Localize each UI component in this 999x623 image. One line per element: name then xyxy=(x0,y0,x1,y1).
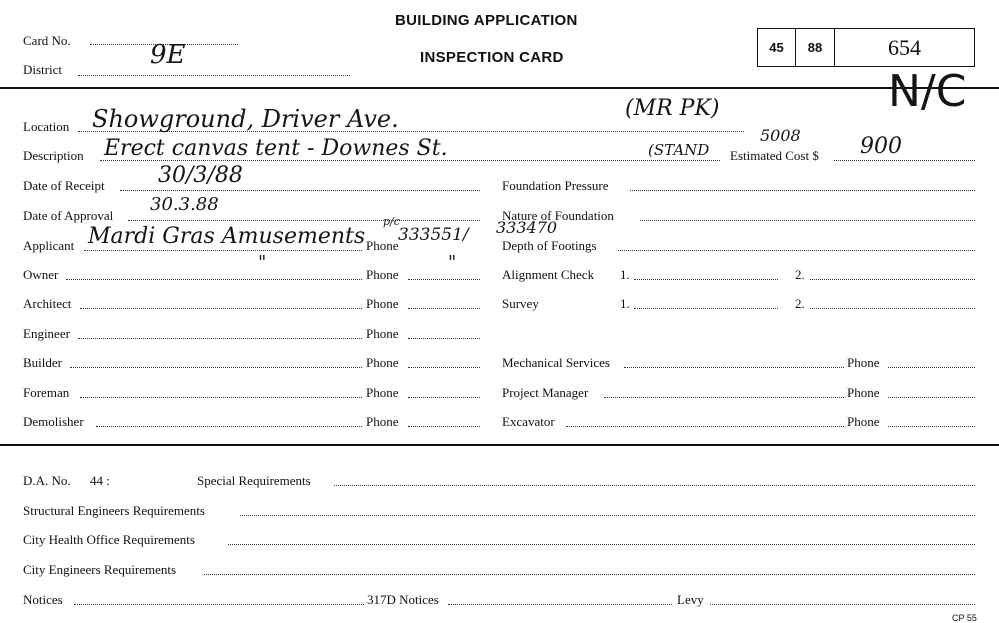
foreman-label: Foreman xyxy=(23,385,70,400)
mechanical-line xyxy=(624,367,844,368)
city-engineers-requirements-label: City Engineers Requirements xyxy=(23,562,177,577)
location-note2: 5008 xyxy=(760,126,801,145)
excavator-phone-line xyxy=(888,426,975,427)
notices-line xyxy=(74,604,364,605)
ref-box-2 xyxy=(795,28,835,67)
location-note: (MR PK) xyxy=(625,96,720,121)
engineer-label: Engineer xyxy=(23,326,70,341)
project-manager-phone-label: Phone xyxy=(847,385,880,400)
project-manager-line xyxy=(604,397,844,398)
foreman-phone-label: Phone xyxy=(366,385,399,400)
excavator-line xyxy=(566,426,844,427)
alignment-1-label: 1. xyxy=(620,267,630,282)
project-manager-label: Project Manager xyxy=(502,385,589,400)
alignment-check-label: Alignment Check xyxy=(502,267,595,282)
applicant-phone-note: p/c xyxy=(383,215,400,228)
ref-box-3 xyxy=(834,28,975,67)
form-title-line1: BUILDING APPLICATION xyxy=(395,12,578,29)
ref-box-1 xyxy=(757,28,796,67)
owner-phone-line xyxy=(408,279,480,280)
nature-of-foundation-label: Nature of Foundation xyxy=(502,208,614,223)
structural-requirements-line xyxy=(240,515,975,516)
alignment-1-line xyxy=(634,279,778,280)
owner-line xyxy=(66,279,362,280)
district-line xyxy=(78,75,350,76)
special-requirements-line xyxy=(334,485,975,486)
project-manager-phone-line xyxy=(888,397,975,398)
depth-of-footings-line xyxy=(618,250,975,251)
survey-2-line xyxy=(810,308,975,309)
notices-317d-line xyxy=(448,604,672,605)
mechanical-label: Mechanical Services xyxy=(502,355,610,370)
demolisher-line xyxy=(96,426,362,427)
special-requirements-label: Special Requirements xyxy=(197,473,311,488)
owner-value: " xyxy=(258,252,267,273)
levy-label: Levy xyxy=(677,592,704,607)
description-label: Description xyxy=(23,148,84,163)
foreman-phone-line xyxy=(408,397,480,398)
approval-value: 30.3.88 xyxy=(150,194,219,215)
builder-label: Builder xyxy=(23,355,62,370)
notices-label: Notices xyxy=(23,592,63,607)
structural-requirements-label: Structural Engineers Requirements xyxy=(23,503,205,518)
owner-phone-value: " xyxy=(448,252,457,273)
excavator-phone-label: Phone xyxy=(847,414,880,429)
form-code: CP 55 xyxy=(952,613,977,623)
location-label: Location xyxy=(23,119,70,134)
architect-phone-label: Phone xyxy=(366,296,399,311)
ref-box-2-value: 88 xyxy=(807,40,823,55)
card-no-label: Card No. xyxy=(23,33,71,48)
survey-1-line xyxy=(634,308,778,309)
description-value: Erect canvas tent - Downes St. xyxy=(104,136,448,161)
engineer-phone-label: Phone xyxy=(366,326,399,341)
depth-of-footings-label: Depth of Footings xyxy=(502,238,597,253)
header-divider xyxy=(0,87,999,89)
builder-phone-label: Phone xyxy=(366,355,399,370)
estimated-cost-label: Estimated Cost $ xyxy=(730,148,819,163)
nc-mark: N/C xyxy=(888,66,967,117)
middle-divider xyxy=(0,444,999,446)
applicant-phone-value-2: 333470 xyxy=(496,218,558,237)
survey-1-label: 1. xyxy=(620,296,630,311)
notices-317d-label: 317D Notices xyxy=(367,592,439,607)
foreman-line xyxy=(80,397,362,398)
mechanical-phone-label: Phone xyxy=(847,355,880,370)
city-engineers-requirements-line xyxy=(204,574,975,575)
engineer-line xyxy=(78,338,362,339)
ref-box-1-value: 45 xyxy=(769,40,784,55)
architect-line xyxy=(80,308,362,309)
receipt-label: Date of Receipt xyxy=(23,178,105,193)
survey-label: Survey xyxy=(502,296,539,311)
applicant-value: Mardi Gras Amusements xyxy=(88,224,366,249)
builder-phone-line xyxy=(408,367,480,368)
foundation-pressure-label: Foundation Pressure xyxy=(502,178,609,193)
alignment-2-label: 2. xyxy=(795,267,805,282)
health-requirements-label: City Health Office Requirements xyxy=(23,532,195,547)
district-value: 9E xyxy=(150,40,186,70)
demolisher-label: Demolisher xyxy=(23,414,84,429)
applicant-label: Applicant xyxy=(23,238,75,253)
demolisher-phone-label: Phone xyxy=(366,414,399,429)
receipt-line xyxy=(120,190,480,191)
estimated-cost-value: 900 xyxy=(860,134,902,159)
district-label: District xyxy=(23,62,62,77)
estimated-cost-line xyxy=(834,160,975,161)
da-no-value: 44 : xyxy=(90,473,110,488)
health-requirements-line xyxy=(228,544,975,545)
survey-2-label: 2. xyxy=(795,296,805,311)
alignment-2-line xyxy=(810,279,975,280)
ref-box-3-value: 654 xyxy=(888,34,921,60)
owner-phone-label: Phone xyxy=(366,267,399,282)
demolisher-phone-line xyxy=(408,426,480,427)
applicant-phone-label: Phone xyxy=(366,238,399,253)
form-title-line2: INSPECTION CARD xyxy=(420,49,564,66)
levy-line xyxy=(710,604,975,605)
engineer-phone-line xyxy=(408,338,480,339)
mechanical-phone-line xyxy=(888,367,975,368)
applicant-line xyxy=(84,250,362,251)
nature-of-foundation-line xyxy=(640,220,975,221)
architect-phone-line xyxy=(408,308,480,309)
builder-line xyxy=(70,367,362,368)
receipt-value: 30/3/88 xyxy=(158,163,243,188)
owner-label: Owner xyxy=(23,267,59,282)
excavator-label: Excavator xyxy=(502,414,555,429)
approval-label: Date of Approval xyxy=(23,208,114,223)
applicant-phone-value: 333551/ xyxy=(398,225,469,245)
foundation-pressure-line xyxy=(630,190,975,191)
description-note: (STAND xyxy=(648,141,710,159)
approval-line xyxy=(128,220,480,221)
da-no-label: D.A. No. xyxy=(23,473,71,488)
architect-label: Architect xyxy=(23,296,72,311)
location-value: Showground, Driver Ave. xyxy=(92,105,399,133)
